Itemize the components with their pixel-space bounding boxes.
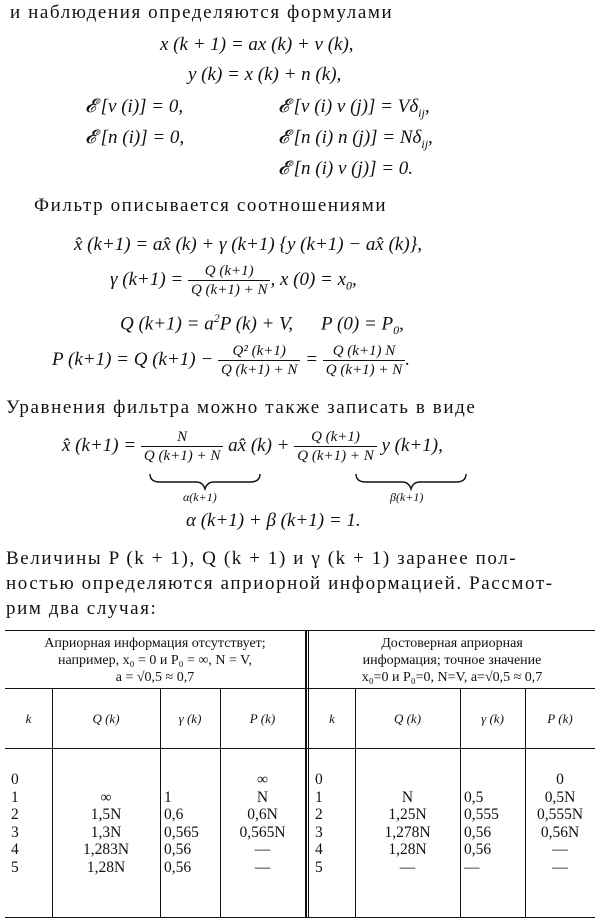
left-caption: Априорная информация отсутствует; например, x₀ = 0 и P₀ = ∞, N = V, a = √0,5 ≈ 0,7 — [44, 636, 266, 685]
left-cell-r5-c2: 0,56 — [164, 858, 192, 876]
right-cell-r5-c1: — — [399, 858, 416, 876]
left-cell-r3-c3: 0,565N — [239, 823, 286, 841]
right-cell-r4-c1: 1,28N — [388, 841, 427, 858]
v-covariance-equation: 𝓔 [v (i) v $(j)] = V\delta_{ij}$, — [278, 96, 430, 120]
right-cell-r5-c3: — — [552, 858, 568, 876]
left-cell-r1-c3: N — [256, 788, 269, 806]
left-cell-r2-c1: 1,5N — [90, 806, 122, 823]
right-cell-r2-c1: 1,25N — [388, 806, 427, 823]
left-cell-r1-c1: ∞ — [100, 788, 112, 806]
left-cell-r3-c2: 0,565 — [164, 823, 199, 841]
right-cell-r5-c0: 5 — [315, 858, 323, 876]
left-cell-r5-c3: — — [254, 858, 271, 876]
right-cell-r3-c2: 0,56 — [464, 823, 492, 841]
left-cell-r0-c3: ∞ — [256, 771, 269, 788]
cross-covariance-equation: 𝓔 [n (i) v (j)] = 0. — [278, 158, 414, 179]
left-cell-r2-c0: 2 — [11, 806, 19, 823]
left-cell-r0-c0: 0 — [11, 771, 19, 788]
left-cell-r3-c1: 1,3N — [90, 823, 122, 841]
left-cell-r2-c3: 0,6N — [247, 806, 278, 823]
filter-intro-text: Фильтр описывается соотношениями — [34, 195, 388, 216]
filter-estimate-equation: x̂ (k+1) = ax̂ (k) + γ (k+1) {y (k+1) − ax̂ (k)}, — [74, 234, 423, 255]
covariance-fraction-1: $\frac{\text{Q² (k+1)}}{Q (k+1) + N}$ — [218, 342, 300, 379]
right-cell-r0-c1 — [355, 771, 460, 789]
left-cell-r1-c2: 1 — [164, 788, 172, 806]
left-cell-r0-c1 — [52, 771, 160, 789]
right-cell-r3-c0: 3 — [315, 823, 323, 841]
paragraph-line-1: Величины P (k + 1), Q (k + 1) и γ (k + 1) заранее пол- — [6, 548, 518, 569]
header-q-left: Q (k) — [92, 711, 120, 726]
right-cell-r5-c2: — — [464, 858, 480, 876]
left-cell-r4-c0: 4 — [11, 841, 19, 858]
right-cell-r2-c3: 0,555N — [536, 806, 584, 823]
alpha-label: α(k+1) — [183, 490, 217, 504]
right-cell-r3-c3: 0,56N — [540, 823, 580, 841]
paragraph-line-3: рим два случая: — [6, 598, 158, 619]
left-cell-r3-c0: 3 — [11, 823, 19, 841]
left-cell-r4-c3: — — [254, 841, 271, 858]
v-mean-equation: 𝓔 [v (i)] = 0, — [85, 96, 184, 117]
right-cell-r2-c2: 0,555 — [464, 806, 499, 823]
header-p-right: P (k) — [547, 711, 573, 726]
beta-label: β(k+1) — [390, 490, 424, 504]
right-cell-r1-c1: N — [401, 788, 414, 806]
gain-fraction: $\frac{Q (k+1)}{Q (k+1) + N}$ — [188, 262, 270, 299]
comparison-table — [5, 630, 595, 918]
header-gamma-left: γ (k) — [178, 711, 202, 726]
paragraph-line-2: ностью определяются априорной информацией. Рассмот- — [6, 573, 554, 594]
update-covariance-equation: P (k+1) = Q (k+1) − $\frac{\text{Q² (k+1)}}{Q (k+1) + N}$ = $\frac{Q (k+1) N}{Q (k+1) + N}$ . — [52, 343, 410, 378]
left-cell-r5-c1: 1,28N — [86, 858, 126, 876]
left-cell-r4-c1: 1,283N — [82, 841, 130, 858]
alt-filter-equation: x̂ (k+1) = $\frac{N}{Q (k+1) + N}$ ax̂ (k) + $\frac{Q (k+1)}{Q (k+1) + N}$ y (k+1), — [62, 429, 443, 464]
right-cell-r1-c0: 1 — [315, 788, 323, 806]
header-k-right: k — [329, 711, 335, 726]
left-cell-r0-c2 — [164, 771, 199, 789]
right-cell-r1-c3: 0,5N — [544, 788, 576, 806]
covariance-fraction-2: $\frac{Q (k+1) N}{Q (k+1) + N}$ — [323, 342, 405, 379]
header-k-left: k — [25, 711, 32, 726]
header-q-right: Q (k) — [393, 711, 422, 726]
intro-text: и наблюдения определяются формулами — [10, 2, 394, 23]
alt-intro-text: Уравнения фильтра можно также записать в виде — [6, 397, 477, 418]
right-cell-r4-c2: 0,56 — [464, 841, 492, 858]
right-cell-r0-c2 — [464, 771, 499, 789]
beta-fraction: $\frac{Q (k+1)}{Q (k+1) + N}$ — [294, 428, 376, 465]
right-cell-r2-c0: 2 — [315, 806, 323, 823]
header-gamma-right: γ (k) — [481, 711, 504, 726]
observation-equation: y (k) = x (k) + n (k), — [188, 64, 342, 85]
right-cell-r1-c2: 0,5 — [464, 788, 484, 806]
right-cell-r4-c3: — — [552, 841, 568, 858]
left-cell-r1-c0: 1 — [11, 788, 19, 806]
prediction-covariance-equation: Q $(k+1) = a^2P$ (k) + V, P $(0) = P_0$, — [120, 311, 404, 338]
gain-equation: γ (k+1) = $\frac{Q (k+1)}{Q (k+1) + N}$ , x $(0) = x_0$, — [110, 263, 357, 298]
right-cell-r0-c0: 0 — [315, 771, 323, 788]
sum-equation: α (k+1) + β (k+1) = 1. — [186, 510, 361, 531]
n-covariance-equation: 𝓔 [n (i) n $(j)] = N\delta_{ij}$, — [278, 127, 433, 151]
n-mean-equation: 𝓔 [n (i)] = 0, — [85, 127, 185, 148]
right-cell-r3-c1: 1,278N — [384, 823, 431, 841]
state-equation: x (k + 1) = ax (k) + v (k), — [160, 34, 354, 55]
left-cell-r5-c0: 5 — [11, 858, 19, 876]
left-cell-r2-c2: 0,6 — [164, 806, 184, 823]
left-cell-r4-c2: 0,56 — [164, 841, 192, 858]
right-caption: Достоверная априорная информация; точное значение x₀=0 и P₀=0, N=V, a=√0,5 ≈ 0,7 — [361, 636, 543, 685]
right-cell-r4-c0: 4 — [315, 841, 323, 858]
header-p-left: P (k) — [249, 711, 276, 726]
alpha-fraction: $\frac{N}{Q (k+1) + N}$ — [141, 428, 223, 465]
right-cell-r0-c3: 0 — [556, 771, 564, 788]
